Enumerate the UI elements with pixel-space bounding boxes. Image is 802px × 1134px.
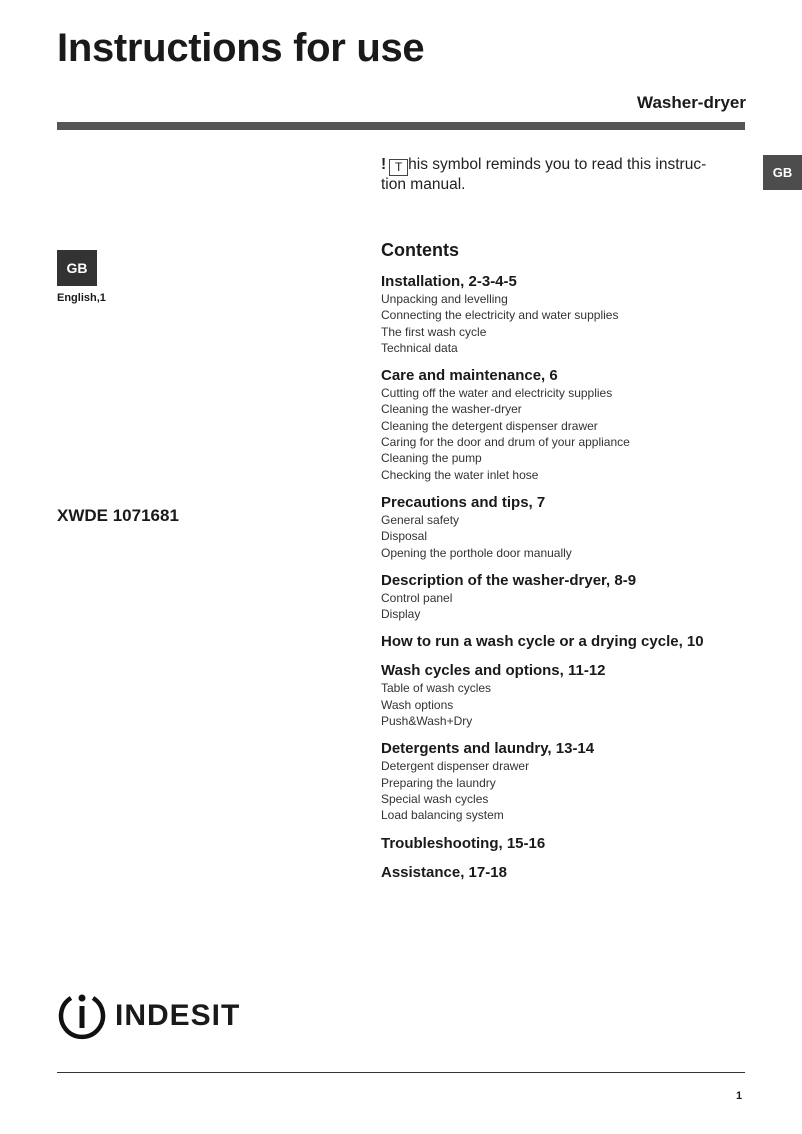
page-number: 1 (736, 1090, 743, 1102)
section-item: Preparing the laundry (381, 775, 496, 790)
section-item: Table of wash cycles (381, 681, 492, 696)
section-title: How to run a wash cycle or a drying cycle, 10 (381, 633, 704, 651)
section-item: Disposal (381, 529, 428, 544)
section-item: Cleaning the pump (381, 451, 482, 466)
section-title: Precautions and tips, 7 (381, 493, 546, 511)
contents-section (381, 366, 781, 483)
contents-section (381, 272, 781, 356)
section-item: Technical data (381, 340, 458, 355)
contents-section (381, 863, 781, 882)
symbol-note (381, 156, 731, 193)
section-item: Cutting off the water and electricity supplies (381, 386, 613, 401)
book-icon: T (389, 159, 408, 176)
page-title: Instructions for use (57, 26, 425, 70)
section-title: Care and maintenance, 6 (381, 367, 558, 385)
table-of-contents (381, 240, 781, 892)
section-item: Control panel (381, 590, 453, 605)
section-item: Load balancing system (381, 808, 504, 823)
indesit-logo (57, 990, 240, 1042)
language-badge: GB (57, 250, 97, 286)
contents-section (381, 661, 781, 729)
section-item: Display (381, 607, 421, 622)
model-number: XWDE 1071681 (57, 506, 179, 525)
language-side-tab: GB (763, 155, 802, 190)
section-title: Installation, 2-3-4-5 (381, 273, 517, 290)
section-item: Wash options (381, 697, 454, 712)
section-title: Wash cycles and options, 11-12 (381, 662, 606, 680)
contents-section (381, 571, 781, 623)
note-line-1: his symbol reminds you to read this instruc- (408, 156, 707, 173)
section-title: Detergents and laundry, 13-14 (381, 740, 595, 758)
contents-section (381, 834, 781, 853)
brand-name: INDESIT (115, 999, 241, 1032)
section-item: Cleaning the detergent dispenser drawer (381, 418, 598, 433)
footer-divider (57, 1072, 745, 1073)
section-title: Troubleshooting, 15-16 (381, 834, 546, 852)
note-line-2: tion manual. (381, 176, 466, 193)
section-item: Unpacking and levelling (381, 292, 508, 306)
section-title: Description of the washer-dryer, 8-9 (381, 571, 637, 589)
section-item: The first wash cycle (381, 324, 487, 339)
section-item: Opening the porthole door manually (381, 545, 572, 560)
contents-section (381, 632, 781, 651)
section-title: Assistance, 17-18 (381, 863, 507, 881)
section-item: Cleaning the washer-dryer (381, 402, 522, 417)
section-item: Caring for the door and drum of your appliance (381, 435, 630, 450)
warning-mark: ! (381, 156, 387, 173)
section-item: Push&Wash+Dry (381, 714, 473, 729)
section-item: Checking the water inlet hose (381, 467, 539, 482)
section-item: Detergent dispenser drawer (381, 759, 530, 774)
contents-section (381, 739, 781, 823)
indesit-logo-icon (57, 990, 107, 1042)
language-label: English,1 (57, 292, 106, 304)
section-item: Special wash cycles (381, 791, 489, 806)
contents-heading: Contents (381, 240, 459, 260)
section-item: Connecting the electricity and water supplies (381, 308, 619, 323)
section-item: General safety (381, 512, 460, 527)
contents-section (381, 493, 781, 561)
page-subtitle: Washer-dryer (637, 93, 746, 112)
header-divider (57, 122, 745, 130)
